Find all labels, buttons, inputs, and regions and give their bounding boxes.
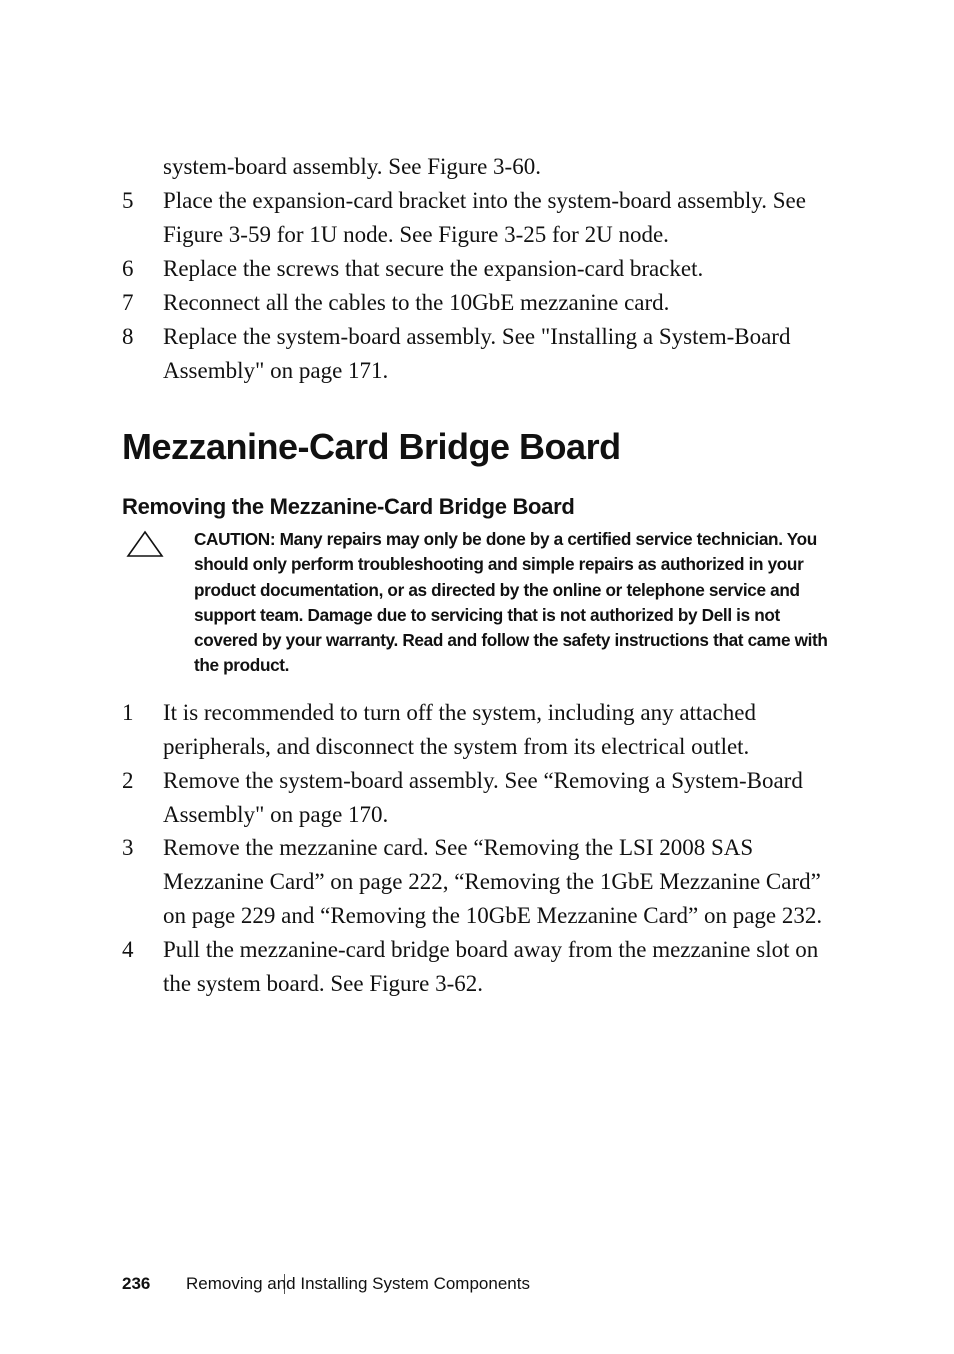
step-line: peripherals, and disconnect the system from its electrical outlet. (163, 734, 750, 759)
step-line: Assembly" on page 171. (163, 358, 389, 383)
subsection-heading: Removing the Mezzanine-Card Bridge Board (122, 494, 575, 519)
caution-line: should only perform troubleshooting and simple repairs as authorized in your (194, 554, 804, 575)
step-line: the system board. See Figure 3-62. (163, 971, 484, 996)
step-line: Remove the system-board assembly. See “Removing a System-Board (163, 768, 803, 793)
step-text (163, 764, 863, 832)
caution-line: support team. Damage due to servicing that is not authorized by Dell is not (194, 604, 780, 625)
step-line: Place the expansion-card bracket into the system-board assembly. See (163, 188, 806, 213)
footer-section-title: Removing and Installing System Components (186, 1274, 530, 1293)
step-line: Assembly" on page 170. (163, 802, 389, 827)
caution-line: covered by your warranty. Read and follow the safety instructions that came with (194, 630, 828, 651)
step-text (163, 696, 863, 764)
step-number: 6 (122, 256, 134, 281)
caution-triangle-icon (126, 530, 164, 558)
step-text (163, 320, 863, 388)
step-text (163, 184, 863, 252)
caution-line: the product. (194, 655, 290, 676)
caution-line: CAUTION: Many repairs may only be done by a certified service technician. You (194, 529, 817, 549)
step-line: Mezzanine Card” on page 222, “Removing the 1GbE Mezzanine Card” (163, 869, 821, 894)
step-text (163, 831, 863, 933)
step-line: on page 229 and “Removing the 10GbE Mezzanine Card” on page 232. (163, 903, 823, 928)
step-line: It is recommended to turn off the system, including any attached (163, 700, 756, 725)
step-number: 8 (122, 324, 134, 349)
caution-line: product documentation, or as directed by the online or telephone service and (194, 579, 800, 600)
step-line: Reconnect all the cables to the 10GbE mezzanine card. (163, 290, 670, 315)
step-number: 2 (122, 768, 134, 793)
page-number: 236 (122, 1274, 151, 1293)
caution-notice (194, 527, 828, 679)
step-number: 5 (122, 188, 134, 213)
step-number: 7 (122, 290, 134, 315)
step-text (163, 150, 863, 184)
step-number: 4 (122, 937, 134, 962)
step-number: 3 (122, 835, 134, 860)
step-text (163, 286, 863, 320)
step-line: Replace the screws that secure the expansion-card bracket. (163, 256, 704, 281)
step-line: Replace the system-board assembly. See "Installing a System-Board (163, 324, 791, 349)
section-heading: Mezzanine-Card Bridge Board (122, 426, 621, 467)
step-text (163, 252, 863, 286)
step-number: 1 (122, 700, 134, 725)
step-text (163, 933, 863, 1001)
step-line: Remove the mezzanine card. See “Removing the LSI 2008 SAS (163, 835, 754, 860)
step-line: Figure 3-59 for 1U node. See Figure 3-25 for 2U node. (163, 222, 669, 247)
step-line: system-board assembly. See Figure 3-60. (163, 154, 541, 179)
step-line: Pull the mezzanine-card bridge board away from the mezzanine slot on (163, 937, 819, 962)
